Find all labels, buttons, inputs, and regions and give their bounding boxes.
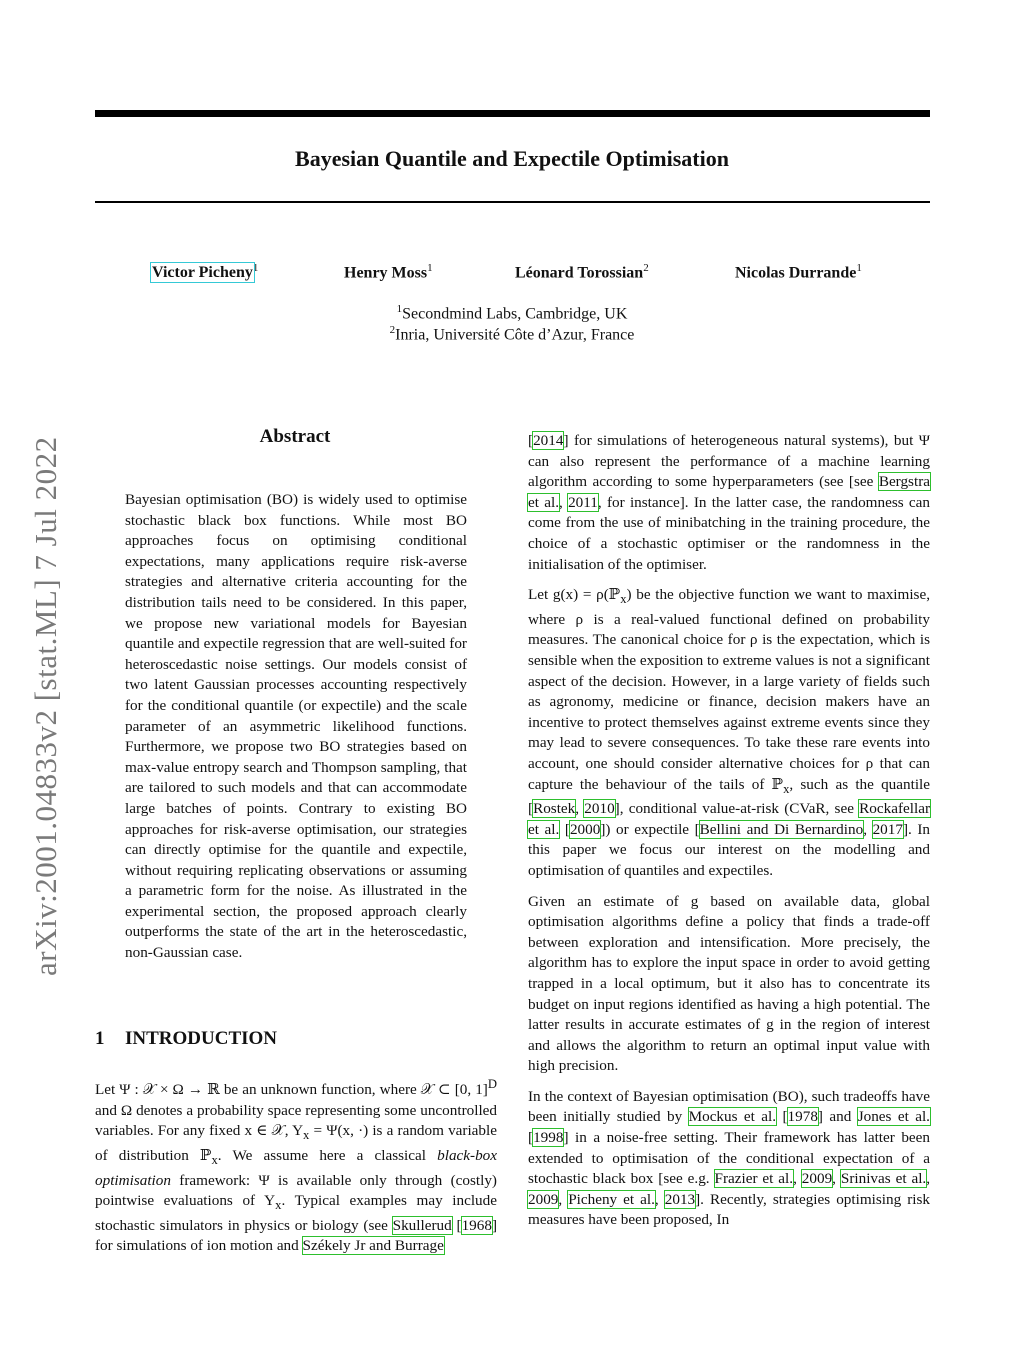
intro-left-column bbox=[95, 1074, 497, 1267]
author-torossian: Léonard Torossian$^2$ bbox=[515, 262, 649, 282]
section-heading-introduction: 1 INTRODUCTION bbox=[95, 1028, 278, 1049]
author-moss: Henry Moss$^1$ bbox=[344, 262, 433, 282]
intro-paragraph-5: In the context of Bayesian optimisation (BO), such tradeoffs have been initially studied by Mockus et al. [1978] and Jones et al. [1998] in a noise-free setting. Their framework has latter been extended to optimisation of the conditional expectation of a stochastic black box [see e.g. Frazier et al., 2009, Srinivas et al., 2009, Picheny et al., 2013]. Recently, strategies optimising risk measures have been proposed, In bbox=[528, 1087, 931, 1229]
author-durrande: Nicolas Durrande$^1$ bbox=[735, 262, 862, 282]
citation-link[interactable]: Picheny et al. bbox=[568, 1190, 655, 1208]
citation-link[interactable]: Srinivas et al. bbox=[840, 1170, 927, 1188]
citation-link[interactable]: Skullerud bbox=[392, 1216, 452, 1234]
intro-paragraph-3: Let g(x) = ρ(ℙ$_x$) be the objective function we want to maximise, where ρ is a real-valued functional defined on probability measures. The canonical choice for ρ is the expectation, which is sensible when the exposition to extreme values is not a significant aspect of the decision. However, in a large variety of fields such as agronomy, medicine or finance, decision makers have an incentive to protect themselves against extreme events since they may lead to severe consequences. To take these rare events into account, one should consider alternative choices for ρ that can capture the behaviour of the tails of ℙ$_x$, such as the quantile [Rostek, 2010], conditional value-at-risk (CVaR, see Rockafellar et al. [2000]) or expectile [Bellini and Di Bernardino, 2017]. In this paper we focus our interest on the modelling and optimisation of quantiles and expectiles. bbox=[528, 586, 931, 879]
citation-link[interactable]: 1998 bbox=[533, 1129, 564, 1147]
citation-link[interactable]: 2010 bbox=[584, 800, 615, 818]
author-link[interactable]: Victor Picheny bbox=[152, 264, 253, 282]
citation-link[interactable]: 2011 bbox=[568, 493, 598, 511]
intro-paragraph-1: Let Ψ : 𝒳 × Ω → ℝ be an unknown function, where 𝒳 ⊂ [0, 1]$^D$ and Ω denotes a probability space representing some uncontrolled variables. For any fixed x ∈ 𝒳, $Y_x = \Psi(x$, ·) is a random variable of distribution ℙ$_x$. We assume here a classical black-box optimisation framework: Ψ is available only through (costly) pointwise evaluations of $Y_x$. Typical examples may include stochastic simulators in physics or biology (see Skullerud [1968] for simulations of ion motion and Székely Jr and Burrage bbox=[95, 1077, 497, 1255]
intro-paragraph-2: [2014] for simulations of heterogeneous natural systems), but Ψ can also represent the performance of a machine learning algorithm according to some hyperparameters (see [see Bergstra et al., 2011, for instance]. In the latter case, the randomness can come from the use of minibatching in the training procedure, the choice of a stochastic optimiser or the randomness in the initialisation of the optimiser. bbox=[528, 432, 931, 573]
affiliation-2: $^2$Inria, Université Côte d’Azur, France bbox=[389, 324, 635, 344]
title-top-rule bbox=[95, 110, 930, 117]
citation-link[interactable]: Mockus et al. bbox=[688, 1108, 777, 1126]
abstract-heading: Abstract bbox=[259, 426, 331, 447]
intro-paragraph-4: Given an estimate of g based on available data, global optimisation algorithms define a policy that finds a trade-off between exploration and intensification. More precisely, the algorithm has to explore the input space in order to avoid getting trapped in a local optimum, but it also has to concentrate its budget on input regions identified as having a high potential. The latter results in accurate estimates of g in the region of interest and allows the algorithm to return an optimal input value with high precision. bbox=[528, 892, 930, 1075]
citation-link[interactable]: Frazier et al. bbox=[714, 1170, 794, 1188]
citation-link[interactable]: Bergstra et al. bbox=[528, 473, 930, 511]
intro-right-column bbox=[528, 431, 930, 1241]
citation-link[interactable]: Rostek bbox=[533, 800, 576, 818]
citation-link[interactable]: 2009 bbox=[801, 1170, 833, 1188]
affiliation-1: $^1$Secondmind Labs, Cambridge, UK bbox=[396, 303, 628, 323]
citation-link[interactable]: Székely Jr and Burrage bbox=[302, 1237, 444, 1255]
citation-link[interactable]: 2014 bbox=[533, 432, 564, 449]
citation-link[interactable]: 2013 bbox=[664, 1190, 696, 1208]
citation-link[interactable]: 1968 bbox=[461, 1216, 492, 1234]
citation-link[interactable]: Rockafellar et al. bbox=[528, 800, 931, 838]
citation-link[interactable]: 2000 bbox=[569, 820, 601, 838]
citation-link[interactable]: Bellini and Di Bernardino bbox=[699, 820, 864, 838]
author-picheny: Victor Picheny$^1$ bbox=[152, 262, 259, 282]
paper-title: Bayesian Quantile and Expectile Optimisation bbox=[295, 146, 729, 171]
citation-link[interactable]: Jones et al. bbox=[857, 1108, 930, 1126]
citation-link[interactable]: 2009 bbox=[528, 1190, 559, 1208]
abstract-body: Bayesian optimisation (BO) is widely used to optimise stochastic black box functions. While most BO approaches focus on optimising conditional expectations, many applications require risk-averse strategies and alternative criteria accounting for the distribution tails need to be considered. In this paper, we propose new variational models for Bayesian quantile and expectile regression that are well-suited for heteroscedastic noise settings. Our models consist of two latent Gaussian processes accounting respectively for the conditional quantile (or expectile) and the scale parameter of an asymmetric likelihood functions. Furthermore, we propose two BO strategies based on max-value entropy search and Thompson sampling, that are tailored to such models and that can accommodate large batches of points. Contrary to existing BO approaches for risk-averse optimisation, our strategies can directly optimise for the quantile and expectile, without requiring replicating observations or assuming a parametric form for the noise. As illustrated in the experimental section, the proposed approach clearly outperforms the state of the art in the heteroscedastic, non-Gaussian case. bbox=[125, 491, 467, 962]
citation-link[interactable]: 1978 bbox=[787, 1108, 818, 1126]
arxiv-identifier: arXiv:2001.04833v2 [stat.ML] 7 Jul 2022 bbox=[28, 436, 63, 976]
title-bottom-rule bbox=[95, 201, 930, 203]
citation-link[interactable]: 2017 bbox=[872, 820, 903, 838]
